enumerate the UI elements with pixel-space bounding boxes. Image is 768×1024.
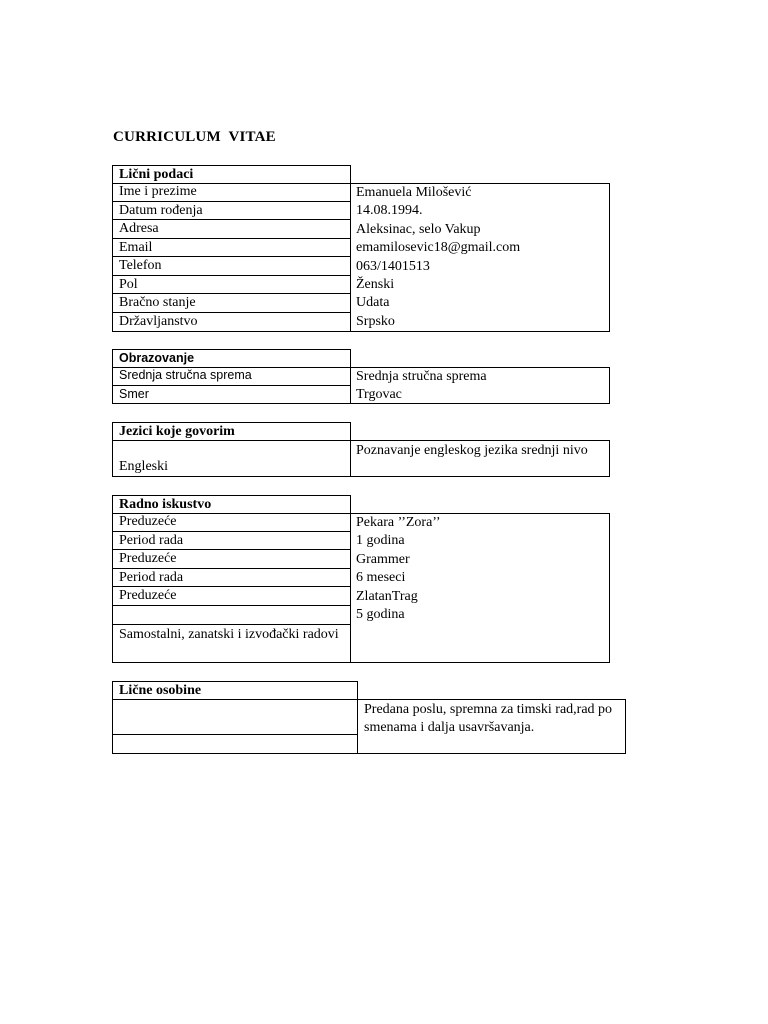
label-marital: Bračno stanje <box>113 294 350 313</box>
value-company-3: ZlatanTrag <box>356 588 418 604</box>
value-education-level: Srednja stručna sprema <box>356 369 487 384</box>
label-empty <box>113 606 350 625</box>
value-period-1: 1 godina <box>356 533 405 549</box>
languages-values <box>350 440 610 477</box>
value-english: Poznavanje engleskog jezika srednji nivo <box>356 443 588 458</box>
label-address: Adresa <box>113 220 350 239</box>
traits-empty-cell-1 <box>113 699 357 735</box>
languages-header: Jezici koje govorim <box>112 422 351 441</box>
languages-labels <box>112 440 351 477</box>
experience-values <box>350 513 610 663</box>
value-period-2: 6 meseci <box>356 570 406 586</box>
value-phone: 063/1401513 <box>356 258 430 274</box>
label-company-3: Preduzeće <box>113 587 350 606</box>
label-birthdate: Datum rođenja <box>113 202 350 221</box>
value-email: emamilosevic18@gmail.com <box>356 240 521 256</box>
label-major: Smer <box>119 386 149 401</box>
value-traits: Predana poslu, spremna za timski rad,rad po smenama i dalja usavršavanja. <box>364 702 613 735</box>
document-title: CURRICULUM VITAE <box>113 129 276 145</box>
value-company-1: Pekara ’’Zora’’ <box>356 515 441 530</box>
education-values <box>350 367 610 404</box>
experience-header: Radno iskustvo <box>112 495 351 514</box>
education-labels <box>112 367 351 404</box>
personal-labels <box>112 183 351 332</box>
label-education-level: Srednja stručna sprema <box>113 367 350 386</box>
value-gender: Ženski <box>356 277 395 293</box>
personal-header: Lični podaci <box>112 165 351 184</box>
label-period-1: Period rada <box>113 532 350 551</box>
label-name: Ime i prezime <box>113 183 350 202</box>
value-marital: Udata <box>356 295 390 311</box>
traits-values <box>357 699 626 754</box>
value-citizenship: Srpsko <box>356 313 395 329</box>
label-phone: Telefon <box>113 257 350 276</box>
label-freelance: Samostalni, zanatski i izvođački radovi <box>119 626 339 642</box>
value-major: Trgovac <box>356 387 402 403</box>
value-company-2: Grammer <box>356 551 410 567</box>
traits-empty-cell-2 <box>113 735 357 753</box>
label-email: Email <box>113 239 350 258</box>
education-header: Obrazovanje <box>112 349 351 368</box>
label-english: Engleski <box>119 459 168 474</box>
value-name: Emanuela Milošević <box>356 185 472 200</box>
label-gender: Pol <box>113 276 350 295</box>
label-period-2: Period rada <box>113 569 350 588</box>
value-period-3: 5 godina <box>356 607 405 623</box>
traits-labels <box>112 699 358 754</box>
traits-header: Lične osobine <box>112 681 358 700</box>
label-company-2: Preduzeće <box>113 550 350 569</box>
label-company-1: Preduzeće <box>113 513 350 532</box>
value-birthdate: 14.08.1994. <box>356 203 423 219</box>
value-address: Aleksinac, selo Vakup <box>356 221 481 237</box>
experience-labels <box>112 513 351 663</box>
label-citizenship: Državljanstvo <box>119 313 198 329</box>
personal-values <box>350 183 610 332</box>
